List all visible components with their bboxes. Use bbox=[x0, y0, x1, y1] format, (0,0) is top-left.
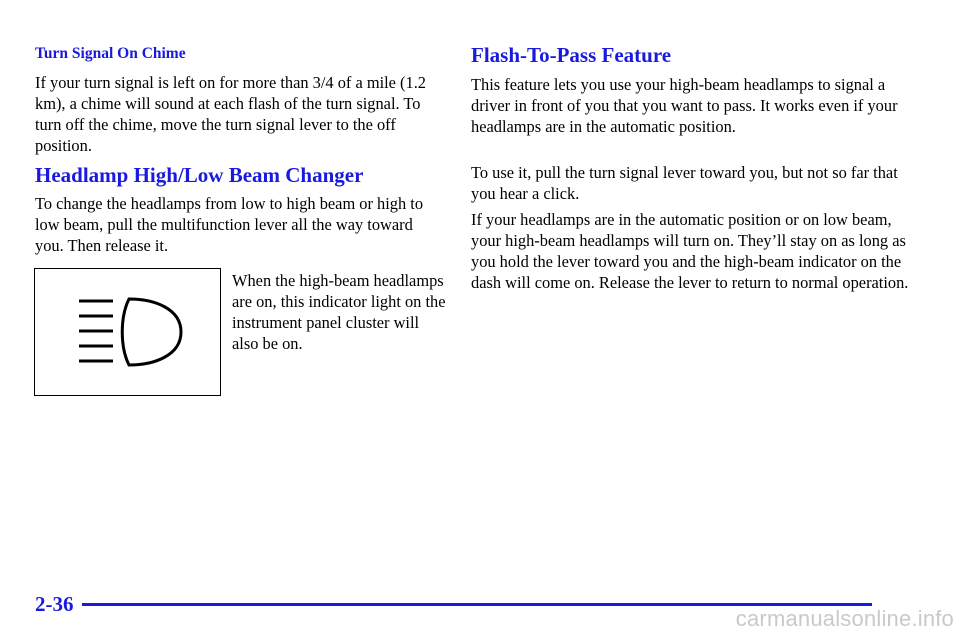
headlamp-changer-paragraph: To change the headlamps from low to high beam or high to low beam, pull the multifunction lever all the way toward you. Then release it. bbox=[35, 194, 424, 255]
headlamp-changer-heading: Headlamp High/Low Beam Changer bbox=[35, 163, 364, 187]
watermark: carmanualsonline.info bbox=[735, 606, 954, 631]
flash-to-pass-paragraph-2: To use it, pull the turn signal lever toward you, but not so far that you hear a click. bbox=[471, 163, 898, 203]
flash-to-pass-paragraph-1: This feature lets you use your high‑beam headlamps to signal a driver in front of you that you want to pass. It works even if your headlamps are in the automatic position. bbox=[471, 75, 898, 136]
flash-to-pass-heading: Flash-To-Pass Feature bbox=[471, 43, 672, 67]
flash-to-pass-paragraph-3: If your headlamps are in the automatic position or on low beam, your high‑beam headlamps will turn on. They’ll stay on as long as you hold the lever toward you and the high‑beam indicator on the dash will come on. Release the lever to return to normal operation. bbox=[471, 210, 909, 292]
page-number: 2-36 bbox=[35, 592, 74, 616]
high-beam-headlamp-icon bbox=[35, 269, 222, 397]
turn-signal-chime-paragraph: If your turn signal is left on for more than 3/4 of a mile (1.2 km), a chime will sound at each flash of the turn signal. To turn off the chime, move the turn signal lever to the off position. bbox=[35, 73, 427, 155]
high-beam-indicator-box bbox=[34, 268, 221, 396]
high-beam-indicator-caption: When the high‑beam headlamps are on, this indicator light on the instrument panel cluster will also be on. bbox=[232, 271, 446, 353]
turn-signal-chime-subheading: Turn Signal On Chime bbox=[35, 45, 186, 62]
